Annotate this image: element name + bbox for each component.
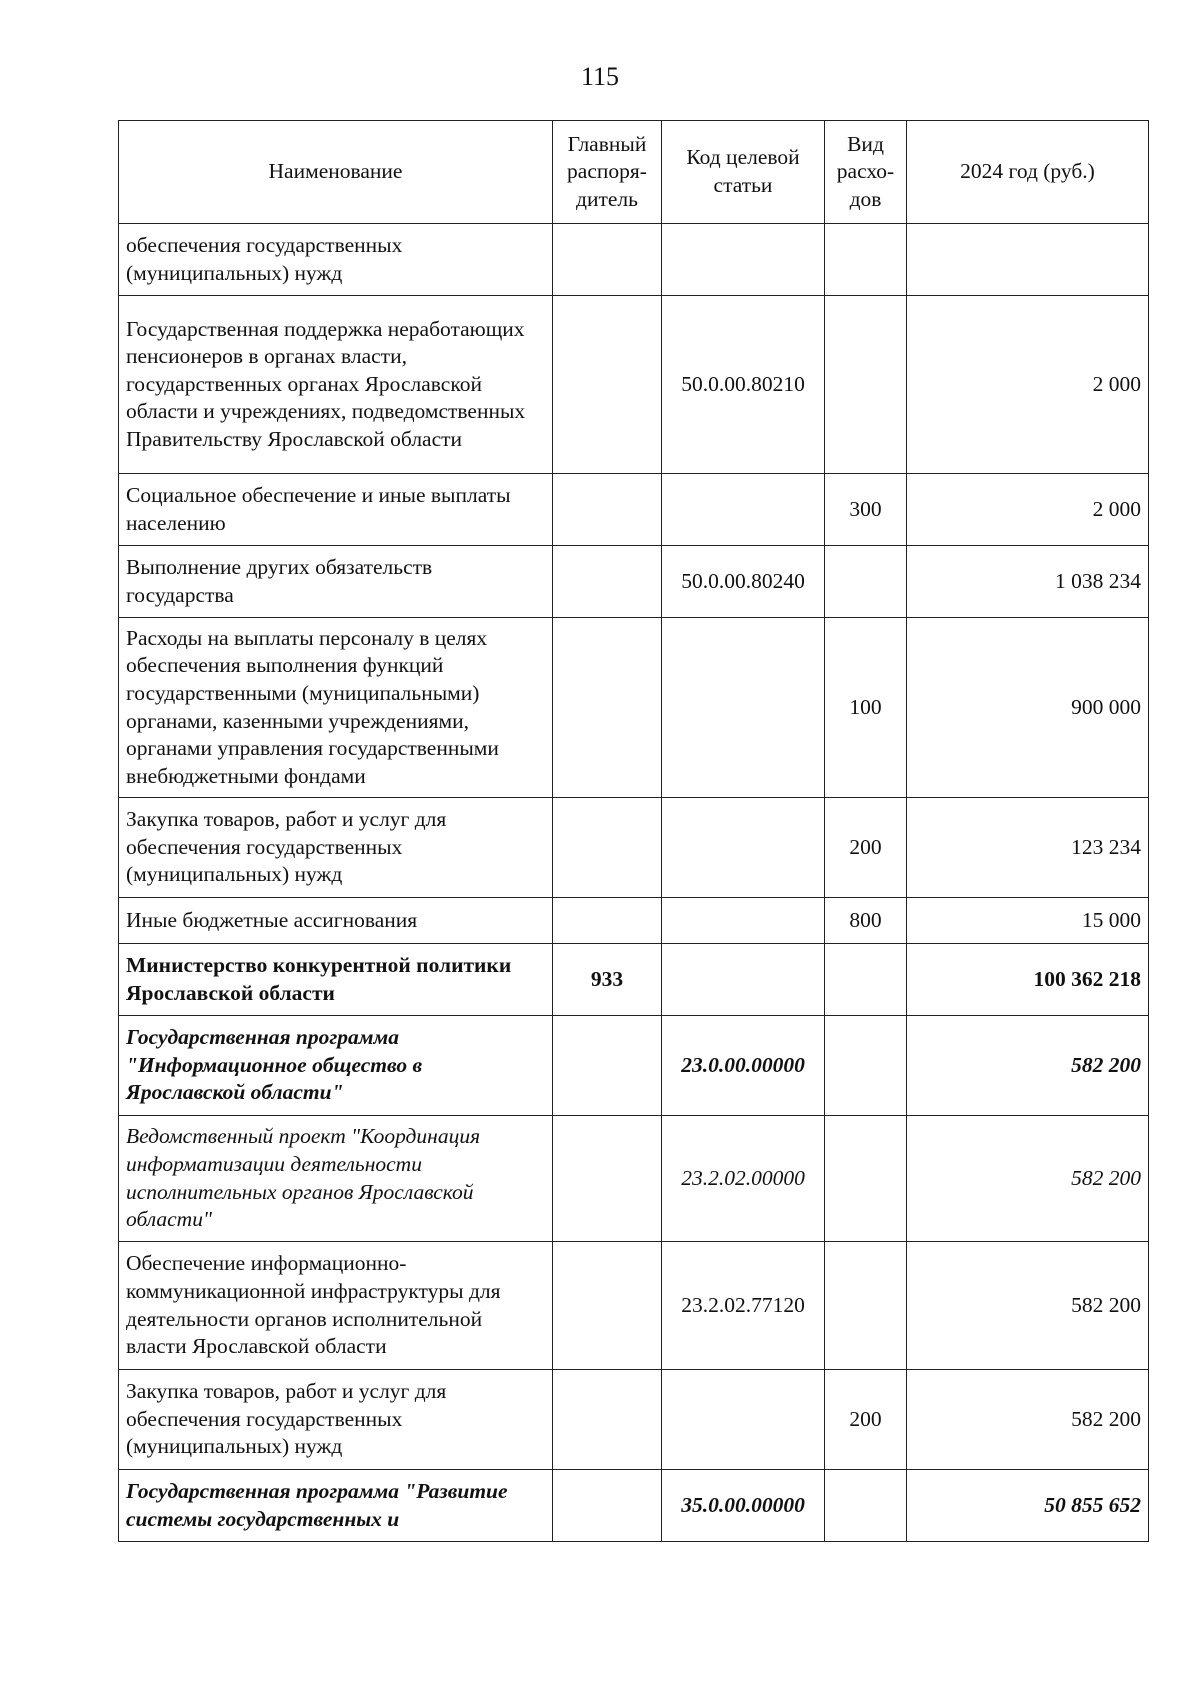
row-type: 300 [825, 474, 907, 546]
row-amount: 582 200 [907, 1370, 1149, 1470]
row-type [825, 546, 907, 618]
row-code [662, 474, 825, 546]
row-manager: 933 [553, 944, 662, 1016]
table-row [119, 898, 1149, 944]
row-amount: 582 200 [907, 1016, 1149, 1116]
row-name: Иные бюджетные ассигнования [119, 898, 553, 944]
table-row [119, 546, 1149, 618]
row-type [825, 1116, 907, 1242]
row-type [825, 1242, 907, 1370]
row-name: Государственная поддержка неработающих пенсионеров в органах власти, государственных органах Ярославской области и учреждениях, подведомственных Правительству Ярославской области [119, 296, 553, 474]
row-code: 23.2.02.00000 [662, 1116, 825, 1242]
row-manager [553, 1116, 662, 1242]
row-name: Закупка товаров, работ и услуг для обеспечения государственных (муниципальных) нужд [119, 1370, 553, 1470]
row-amount: 2 000 [907, 296, 1149, 474]
row-manager [553, 474, 662, 546]
row-code: 35.0.00.00000 [662, 1470, 825, 1542]
row-amount: 582 200 [907, 1116, 1149, 1242]
row-name: Социальное обеспечение и иные выплаты населению [119, 474, 553, 546]
row-amount: 15 000 [907, 898, 1149, 944]
row-type [825, 944, 907, 1016]
row-manager [553, 224, 662, 296]
row-type: 100 [825, 618, 907, 798]
row-code [662, 798, 825, 898]
row-amount: 1 038 234 [907, 546, 1149, 618]
row-amount: 2 000 [907, 474, 1149, 546]
row-manager [553, 618, 662, 798]
row-code: 50.0.00.80240 [662, 546, 825, 618]
row-type: 200 [825, 1370, 907, 1470]
row-amount: 900 000 [907, 618, 1149, 798]
header-type: Вид расхо-дов [825, 121, 907, 224]
row-code [662, 898, 825, 944]
table-row [119, 296, 1149, 474]
row-manager [553, 1370, 662, 1470]
row-name: Закупка товаров, работ и услуг для обеспечения государственных (муниципальных) нужд [119, 798, 553, 898]
row-name: Расходы на выплаты персоналу в целях обеспечения выполнения функций государственными (муниципальными) органами, казенными учреждениями, органами управления государственными внебюджетными фондами [119, 618, 553, 798]
table-row [119, 1016, 1149, 1116]
table-row [119, 798, 1149, 898]
table-row [119, 1116, 1149, 1242]
table-row [119, 944, 1149, 1016]
row-amount [907, 224, 1149, 296]
row-type [825, 296, 907, 474]
row-manager [553, 798, 662, 898]
row-type [825, 1470, 907, 1542]
header-name: Наименование [119, 121, 553, 224]
row-name: Выполнение других обязательств государства [119, 546, 553, 618]
row-name: Министерство конкурентной политики Ярославской области [119, 944, 553, 1016]
header-code: Код целевой статьи [662, 121, 825, 224]
row-name: обеспечения государственных (муниципальных) нужд [119, 224, 553, 296]
table-row [119, 224, 1149, 296]
table-row [119, 618, 1149, 798]
table-row [119, 1370, 1149, 1470]
row-code: 50.0.00.80210 [662, 296, 825, 474]
row-manager [553, 1016, 662, 1116]
row-code [662, 618, 825, 798]
row-amount: 582 200 [907, 1242, 1149, 1370]
budget-table [118, 120, 1149, 1542]
row-amount: 100 362 218 [907, 944, 1149, 1016]
header-row [119, 121, 1149, 224]
header-manager: Главный распоря-дитель [553, 121, 662, 224]
row-manager [553, 546, 662, 618]
row-amount: 123 234 [907, 798, 1149, 898]
row-manager [553, 296, 662, 474]
header-amount: 2024 год (руб.) [907, 121, 1149, 224]
row-type [825, 224, 907, 296]
row-manager [553, 1242, 662, 1370]
row-code: 23.2.02.77120 [662, 1242, 825, 1370]
row-code [662, 944, 825, 1016]
table-row [119, 1242, 1149, 1370]
table-row [119, 1470, 1149, 1542]
row-type: 800 [825, 898, 907, 944]
row-name: Обеспечение информационно-коммуникационной инфраструктуры для деятельности органов исполнительной власти Ярославской области [119, 1242, 553, 1370]
row-code: 23.0.00.00000 [662, 1016, 825, 1116]
row-amount: 50 855 652 [907, 1470, 1149, 1542]
row-manager [553, 1470, 662, 1542]
row-name: Государственная программа "Информационное общество в Ярославской области" [119, 1016, 553, 1116]
row-manager [553, 898, 662, 944]
row-name: Государственная программа "Развитие системы государственных и [119, 1470, 553, 1542]
row-type: 200 [825, 798, 907, 898]
row-name: Ведомственный проект "Координация информатизации деятельности исполнительных органов Ярославской области" [119, 1116, 553, 1242]
row-type [825, 1016, 907, 1116]
page-number: 115 [580, 62, 620, 91]
table-row [119, 474, 1149, 546]
row-code [662, 224, 825, 296]
row-code [662, 1370, 825, 1470]
